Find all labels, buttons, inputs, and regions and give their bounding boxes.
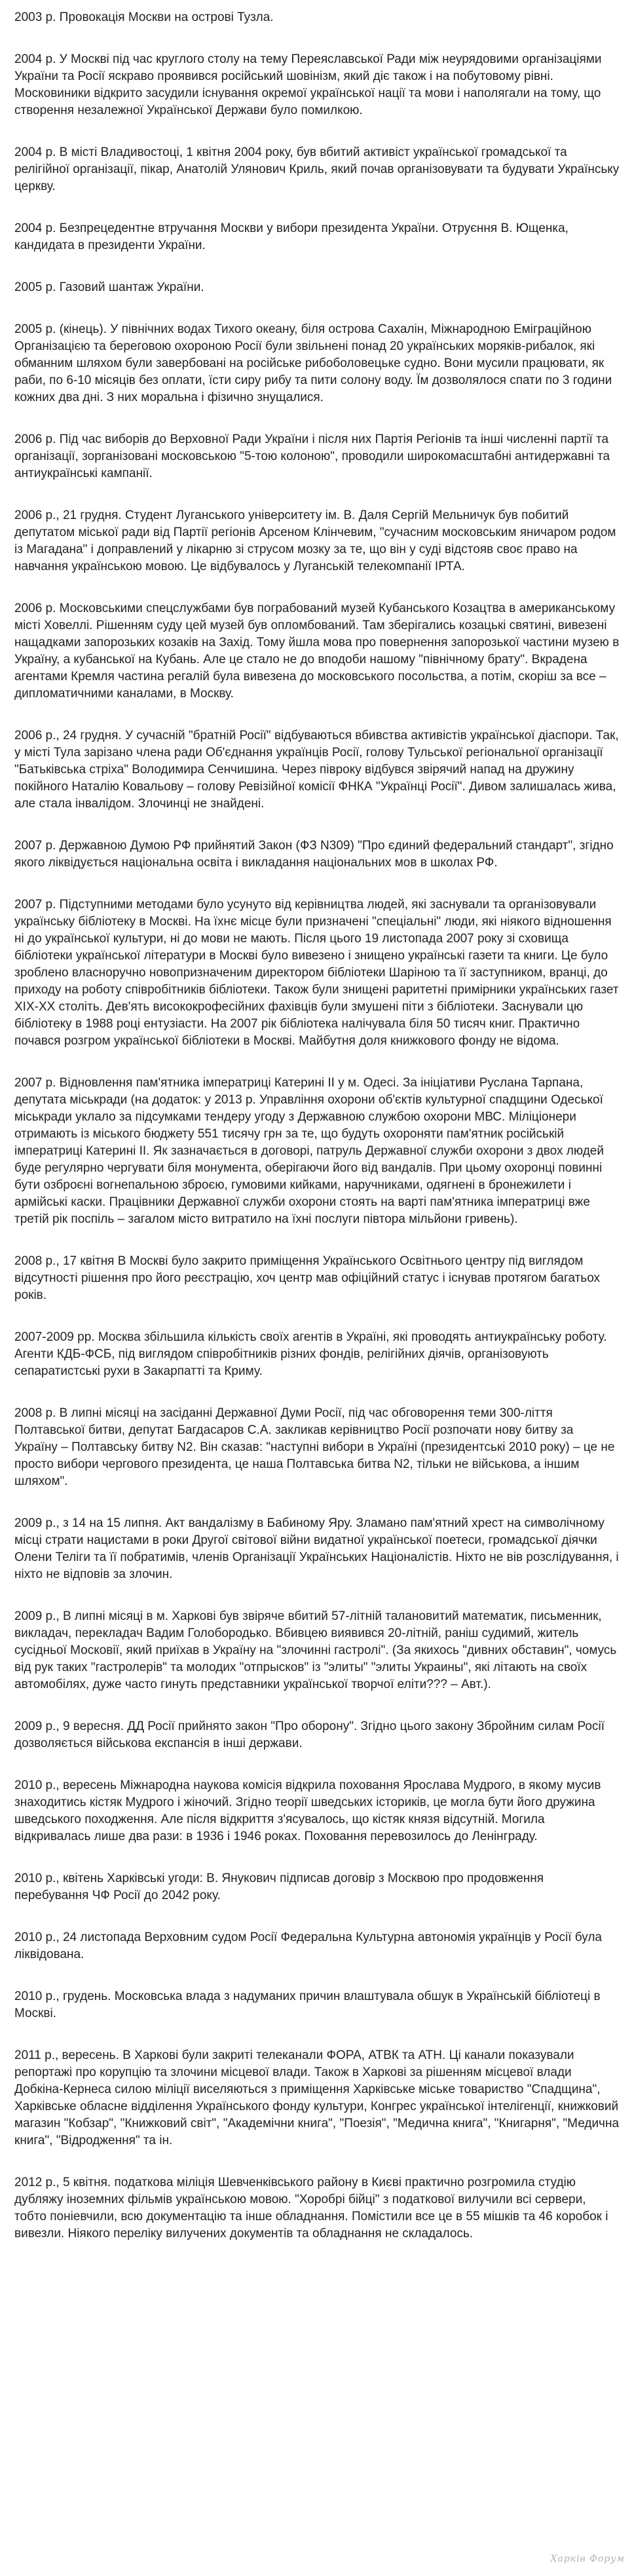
watermark: Харків Форум: [550, 2554, 625, 2564]
chronicle-entry-2006-verkhovna-rada: 2006 р. Під час виборів до Верховної Ради України і після них Партія Регіонів та інші численні партії та організації, зорганізовані московською "5-тою колоною", проводили широкомасштабні антидержавні та антиукраїнські кампанії.: [14, 433, 610, 480]
chronicle-entry-2004-elections: 2004 р. Безпрецедентне втручання Москви у вибори президента України. Отруєння В. Ющенка, кандидата в президенти України.: [14, 221, 569, 252]
chronicle-entry-2010-library-search: 2010 р., грудень. Московська влада з надуманих причин влаштувала обшук в Українській бібліотеці в Москві.: [14, 1990, 601, 2020]
chronicle-entry-2011-kharkiv-channels: 2011 р., вересень. В Харкові були закриті телеканали ФОРА, АТВК та АТН. Ці канали показували репортажі про корупцію та злочини місцевої влади. Також в Харкові за рішенням місцевої влади Добкіна-Кернеса силою міліції виселяються з приміщення Харківське міське товариство "Спадщина", Харківське обласне відділення Українського фонду культури, Конгрес української інтелігенції, книжковий магазин "Кобзар", "Книжковий світ", "Академічни книга", "Поезія", "Медична книга", "Книгарня", "Медична книга", "Відродження" та ін.: [14, 2048, 620, 2147]
chronicle-entry-2004-vladivostok: 2004 р. В місті Владивостоці, 1 квітня 2004 року, був вбитий активіст української громадської та релігійної організації, пікар, Анатолій Улянович Криль, який почав організовувати та будувати Українську церкву.: [14, 145, 620, 193]
chronicle-entry-2006-luhansk: 2006 р., 21 грудня. Студент Луганського університету ім. В. Даля Сергій Мельничук був побитий депутатом міської ради від Партії регіонів Арсеном Клінчевим, "сучасним московським яничаром родом із Магадана" і доправлений у лікарню зі струсом мозку за те, що він у суді відстояв своє право на навчання українською мовою. Це відбувалось у Луганській телекомпанії ІРТА.: [14, 509, 616, 573]
chronicle-entry-2008-education-center: 2008 р., 17 квітня В Москві було закрито приміщення Українського Освітнього центру під виглядом відсутності рішення про його реєстрацію, хоч центр мав офіційний статус і існував протягом багатьох років.: [14, 1254, 601, 1302]
chronicle-entry-2007-2009-agents: 2007-2009 рр. Москва збільшила кількість своїх агентів в Україні, які проводять антиукраїнську роботу. Агенти КДБ-ФСБ, під виглядом співробітників різних фондів, релігійних діячів, організовують сепаратистські рухи в Закарпатті та Криму.: [14, 1330, 607, 1378]
chronicle-entry-2004-round-table: 2004 р. У Москві під час круглого столу на тему Переяславської Ради між неурядовими організаціями України та Росії яскраво проявився російський шовінізм, який діє також і на побутовому рівні. Московиники відкрито засудили існування окремої української нації та мови і наполягали на тому, що створення незалежної Української Держави було помилкою.: [14, 52, 602, 117]
chronicle-entry-2007-library: 2007 р. Підступними методами було усунуто від керівництва людей, які заснували та організовували українську бібліотеку в Москві. На їхнє місце були призначені "спеціальні" люди, які ніякого відношення ні до української культури, ні до мови не мають. Після цього 19 листопада 2007 року зі сховища бібліотеки української літератури в Москві було вивезено і знищено українські газети та книги. Це було зроблено власноручно новопризначеним директором бібліотеки Шаріною та її заступником, вранці, до приходу на роботу співробітників бібліотеки. Також були знищені раритетні примірники українських газет XIX-XX століть. Дев'ять висококрофесійних фахівців були змушені піти з бібліотеки. Заснували цю бібліотеку в 1988 році ентузіасти. На 2007 рік бібліотека налічувала біля 50 тисяч книг. Практично почався розгром української бібліотеки в Москві. Майбутня доля книжкового фонду не відома.: [14, 898, 619, 1048]
chronicle-entry-2005-gas: 2005 р. Газовий шантаж України.: [14, 280, 204, 294]
chronicle-entry-2010-kharkiv-accords: 2010 р., квітень Харківські угоди: В. Янукович підписав договір з Москвою про продовження перебування ЧФ Росії до 2042 року.: [14, 1872, 544, 1902]
chronicle-entry-2010-autonomy: 2010 р., 24 листопада Верховним судом Росії Федеральна Культурна автономія українців у Росії була ліквідована.: [14, 1931, 602, 1961]
chronicle-entry-2008-poltava: 2008 р. В липні місяці на засіданні Державної Думи Росії, під час обговорення теми 300-ліття Полтавської битви, депутат Багдасаров С.А. закликав керівництво Росії розпочати нову битву за Україну – Полтавську битву N2. Він сказав: "наступні вибори в Україні (президентські 2010 року) – це не просто вибори чергового президента, це наша Полтавська битва N2, тільки не військова, а іншим шляхом".: [14, 1406, 615, 1488]
chronicle-entry-2009-babyn-yar: 2009 р., з 14 на 15 липня. Акт вандалізму в Бабиному Яру. Зламано пам'ятний хрест на символічному місці страти нацистами в роки Другої світової війни видатної української поетеси, громадської діячки Олени Теліги та її побратимів, членів Організації Українських Націоналістів. Ніхто не вів розслідування, і ніхто не відповів за злочин.: [14, 1516, 619, 1581]
chronicle-entry-2009-defense-law: 2009 р., 9 вересня. ДД Росії прийнято закон "Про оборону". Згідно цього закону Збройним силам Росії дозволяється військова експансія в інші держави.: [14, 1720, 605, 1750]
chronicle-entry-2009-kharkiv-murder: 2009 р., В липні місяці в м. Харкові був звіряче вбитий 57-літній талановитий математик, письменник, викладач, перекладач Вадим Голобородько. Вбивцею виявився 20-літній, раніш судимий, житель сусідньої Московії, який приїхав в Україну на "злочинні гастролі". (За якихось "дивних обставин", чомусь від рук таких "гастролерів" та молодих "отпрысков" із "элиты" "элиты Украины", які літають на своїх автомобілях, дуже часто гинуть представники української творчої еліти??? – Авт.).: [14, 1609, 617, 1691]
chronicle-entry-2006-kuban-museum: 2006 р. Московськими спецслужбами був пограбований музей Кубанського Козацтва в американському місті Ховеллі. Рішенням суду цей музей був опломбований. Там зберігались козацькі святині, вивезені нащадками запорозьких козаків на Захід. Тому йшла мова про повернення запорозької частини музею в Україну, а кубанської на Кубань. Але це стало не до вподоби нашому "північному брату". Вкрадена агентами Кремля частина регалій була вивезена до московського посольства, а потім, скоріш за все – дипломатичними каналами, в Москву.: [14, 602, 620, 701]
chronicle-entry-2012-dubbing-studio: 2012 р., 5 квітня. податкова міліція Шевченківського району в Києві практично розгромила студію дубляжу іноземних фільмів українською мовою. "Хоробрі бійці" з податкової вилучили всі сервери, тобто поніевчили, всю документацію та інше обладнання. Помістили все це в 55 мішків та 46 коробок і вивезли. Ніякого переліку вилучених документів та обладнання не складалось.: [14, 2176, 608, 2240]
chronicle-entry-2007-odesa-monument: 2007 р. Відновлення пам'ятника імператриці Катерині ІІ у м. Одесі. За ініціативи Руслана Тарпана, депутата міськради (на додаток: у 2013 р. Управління охорони об'єктів культурної спадщини Одеської міськради уклало за підсумками тендеру угоду з Державною службою охорони МВС. Міліціонери отримають із міського бюджету 551 тисячу грн за те, що будуть охороняти пам'ятник російській імператриці Катерині ІІ. Як зазначається в договорі, патруль Державної служби охорони з двох людей буде регулярно чергувати біля монумента, оберігаючи його від вандалів. При цьому охоронці повинні бути озброєні вогнепальною зброєю, гумовими кийками, наручниками, одягнені в бронежилети і армійські каски. Працівники Державної служби охорони стоять на варті пам'ятника імператриці вже третій рік поспіль – загалом місто витратило на їхні послуги півтора мільйони гривень).: [14, 1076, 604, 1226]
chronicle-entry-2003-tuzla: 2003 р. Провокація Москви на острові Тузла.: [14, 10, 274, 24]
chronicle-entry-2010-yaroslav: 2010 р., вересень Міжнародна наукова комісія відкрила поховання Ярослава Мудрого, в якому мусив знаходитись кістяк Мудрого і жіночий. Згідно теорії шведських істориків, це могла бути його дружина шведського походження. Але після відкриття з'ясувалось, що кістяк князя відсутній. Могила відкривалась лише два рази: в 1936 і 1946 роках. Поховання перевозилось до Ленінграду.: [14, 1778, 601, 1843]
chronicle-entry-2005-sakhalin: 2005 р. (кінець). У північних водах Тихого океану, біля острова Сахалін, Міжнародною Еміграційною Організацією та береговою охороною Росії були звільнені понад 20 українських моряків-рибалок, які обманним шляхом були завербовані на російське рибоболовецьке судно. Вони мусили працювати, як раби, по 6-10 місяців без оплати, їсти сиру рибу та пити солону воду. Їм дозволялося спати по 3 години кожних два дні. З них моральна і фізично знущалися.: [14, 322, 612, 404]
chronicle-entry-2007-duma-law: 2007 р. Державною Думою РФ прийнятий Закон (ФЗ N309) "Про єдиний федеральний стандарт", згідно якого ліквідується національна освіта і викладання національних мов в школах РФ.: [14, 839, 614, 870]
chronicle-entry-2006-tula: 2006 р., 24 грудня. У сучасній "братній Росії" відбуваються вбивства активістів української діаспори. Так, у місті Тула зарізано члена ради Об'єднання українців Росії, голову Тульської регіональної організації "Батьківська стріха" Володимира Сенчишина. Через півроку відбувся звірячий напад на дружину покійного Наталію Ковальову – голову Ревізійної комісії ФНКА "Українці Росії". Дивом залишалась жива, але стала інвалідом. Злочинці не знайдені.: [14, 729, 619, 811]
